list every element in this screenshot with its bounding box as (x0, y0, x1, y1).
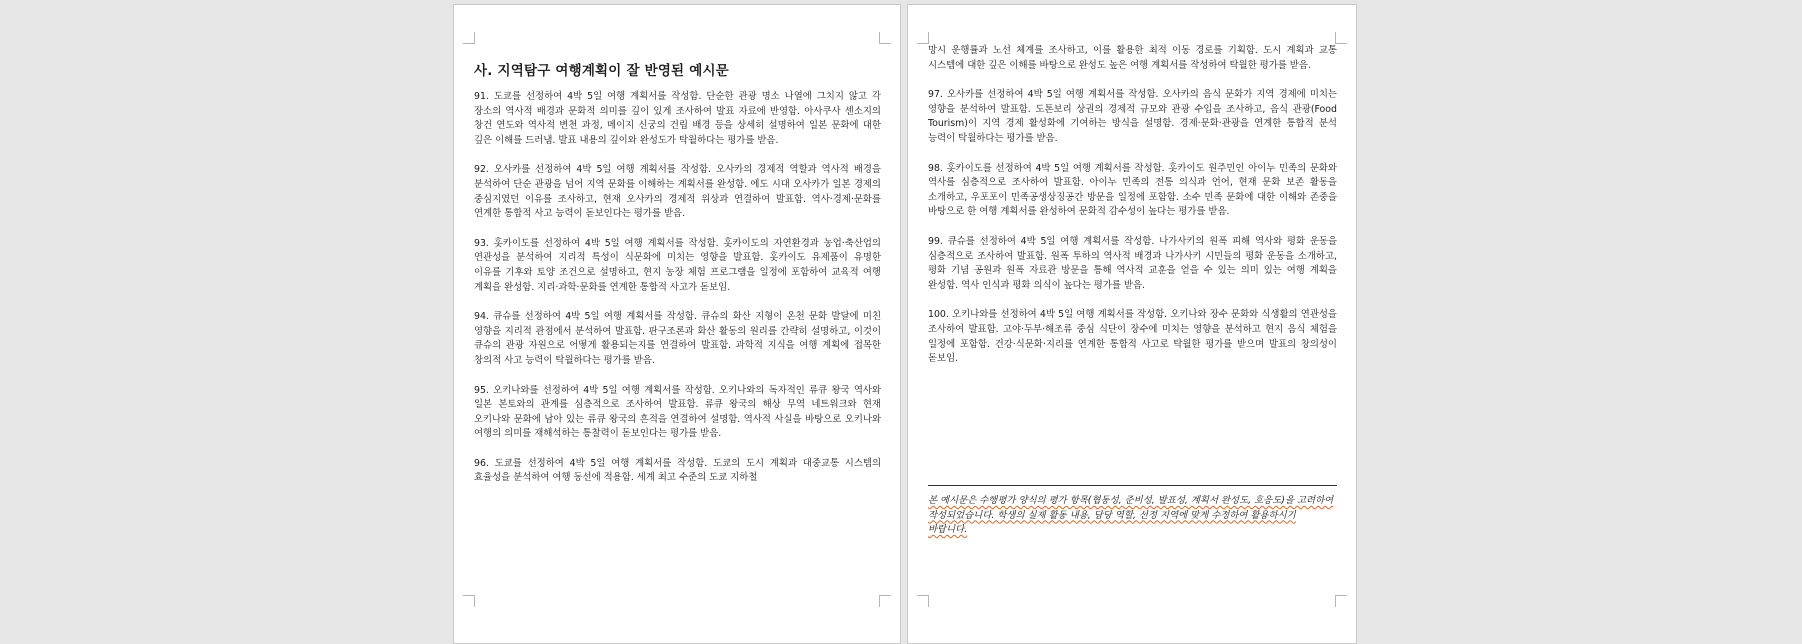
footnote-text: 본 예시문은 수행평가 양식의 평가 항목(협동성, 준비성, 발표성, 계획서 완성도, 호응도)을 고려하여 작성되었습니다. 학생의 실제 활동 내용, 담당 역할, 선정 지역에 맞게 수정하여 활용하시기 바랍니다. (928, 495, 1334, 536)
corner-mark (879, 32, 891, 44)
corner-mark (463, 32, 475, 44)
example-paragraph-96: 96. 도쿄를 선정하여 4박 5일 여행 계획서를 작성함. 도쿄의 도시 계획과 대중교통 시스템의 효율성을 분석하여 여행 동선에 적용함. 세계 최고 수준의 도쿄 지하철 (474, 457, 881, 484)
corner-mark (917, 595, 929, 607)
example-paragraph-92: 92. 오사카를 선정하여 4박 5일 여행 계획서를 작성함. 오사카의 경제적 역할과 역사적 배경을 분석하여 단순 관광을 넘어 지역 문화를 이해하는 계획서를 완성함. 에도 시대 오사카가 일본 경제의 중심지였던 이유를 조사하고, 현재 오사카의 경제적 위상과 연결하여 발표함. 역사·경제·문화를 연계한 통합적 사고 능력이 돋보인다는 평가를 받음. (474, 164, 881, 220)
example-paragraph-93: 93. 홋카이도를 선정하여 4박 5일 여행 계획서를 작성함. 홋카이도의 자연환경과 농업·축산업의 연관성을 분석하여 지리적 특성이 식문화에 미치는 영향을 발표함. 홋카이도 유제품이 유명한 이유를 기후와 토양 조건으로 설명하고, 현지 농장 체험 프로그램을 일정에 포함하여 교육적 여행 계획을 완성함. 지리·과학·문화를 연계한 통합적 사고가 돋보임. (474, 237, 881, 293)
corner-mark (917, 32, 929, 44)
page-content[interactable] (928, 44, 1337, 382)
document-page-right (907, 4, 1357, 644)
example-paragraph-91: 91. 도쿄를 선정하여 4박 5일 여행 계획서를 작성함. 단순한 관광 명소 나열에 그치지 않고 각 장소의 역사적 배경과 문화적 의미를 깊이 있게 조사하여 발표 자료에 반영함. 아사쿠사 센소지의 창건 연도와 역사적 변천 과정, 메이지 신궁의 건립 배경 등을 상세히 설명하여 일본 문화에 대한 깊은 이해를 드러냄. 발표 내용의 깊이와 완성도가 탁월하다는 평가를 받음. (474, 91, 881, 146)
example-paragraph-99: 99. 큐슈를 선정하여 4박 5일 여행 계획서를 작성함. 나가사키의 원폭 피해 역사와 평화 운동을 심층적으로 조사하여 발표함. 원폭 투하의 역사적 배경과 나가사키 시민들의 평화 운동을 소개하고, 평화 기념 공원과 원폭 자료관 방문을 통해 역사적 교훈을 얻을 수 있는 의미 있는 여행 계획을 완성함. 역사 인식과 평화 의식이 높다는 평가를 받음. (928, 235, 1337, 291)
footnote (928, 494, 1337, 538)
example-paragraph-98: 98. 홋카이도를 선정하여 4박 5일 여행 계획서를 작성함. 홋카이도 원주민인 아이누 민족의 문화와 역사를 심층적으로 조사하여 발표함. 아이누 민족의 전통 의식과 언어, 현재 문화 보존 활동을 소개하고, 우포포이 민족공생상징공간 방문을 일정에 포함함. 소수 민족 문화에 대한 이해와 존중을 바탕으로 한 여행 계획서를 완성하여 문화적 감수성이 높다는 평가를 받음. (928, 162, 1337, 218)
corner-mark (879, 595, 891, 607)
example-paragraph-94: 94. 큐슈를 선정하여 4박 5일 여행 계획서를 작성함. 큐슈의 화산 지형이 온천 문화 발달에 미친 영향을 지리적 관점에서 분석하여 발표함. 판구조론과 화산 활동의 원리를 간략히 설명하고, 이것이 큐슈의 관광 자원으로 어떻게 활용되는지를 연결하여 발표함. 과학적 지식을 여행 계획에 접목한 창의적 사고 능력이 탁월하다는 평가를 받음. (474, 311, 881, 366)
example-paragraph-100: 100. 오키나와를 선정하여 4박 5일 여행 계획서를 작성함. 오키나와 장수 문화와 식생활의 연관성을 조사하여 발표함. 고야·두부·해조류 중심 식단이 장수에 미치는 영향을 분석하고 현지 음식 체험을 일정에 포함함. 건강·식문화·지리를 연계한 통합적 사고로 탁월한 평가를 받으며 발표의 창의성이 돋보임. (928, 309, 1337, 365)
footnote-divider (928, 485, 1337, 486)
example-paragraph-95: 95. 오키나와를 선정하여 4박 5일 여행 계획서를 작성함. 오키나와의 독자적인 류큐 왕국 역사와 일본 본토와의 관계를 심층적으로 조사하여 발표함. 류큐 왕국의 해상 무역 네트워크와 현재 오키나와 문화에 남아 있는 류큐 왕국의 흔적을 연결하여 설명함. 역사적 사실을 바탕으로 오키나와 여행의 의미를 재해석하는 통찰력이 돋보인다는 평가를 받음. (474, 384, 881, 440)
page-content[interactable] (474, 59, 881, 501)
corner-mark (463, 595, 475, 607)
example-paragraph-96-continued: 망시 운행률과 노선 체계를 조사하고, 이를 활용한 최적 이동 경로를 기획함. 도시 계획과 교통 시스템에 대한 깊은 이해를 바탕으로 완성도 높은 여행 계획서를 작성하여 탁월한 평가를 받음. (928, 45, 1337, 71)
document-page-left (453, 4, 901, 644)
example-paragraph-97: 97. 오사카를 선정하여 4박 5일 여행 계획서를 작성함. 오사카의 음식 문화가 지역 경제에 미치는 영향을 분석하여 발표함. 도톤보리 상권의 경제적 규모와 관광 수입을 조사하고, 음식 관광(Food Tourism)이 지역 경제 활성화에 기여하는 방식을 설명함. 경제·문화·관광을 연계한 통합적 분석 능력이 탁월하다는 평가를 받음. (928, 89, 1337, 144)
corner-mark (1335, 32, 1347, 44)
section-title: 사. 지역탐구 여행계획이 잘 반영된 예시문 (474, 63, 729, 79)
corner-mark (1335, 595, 1347, 607)
